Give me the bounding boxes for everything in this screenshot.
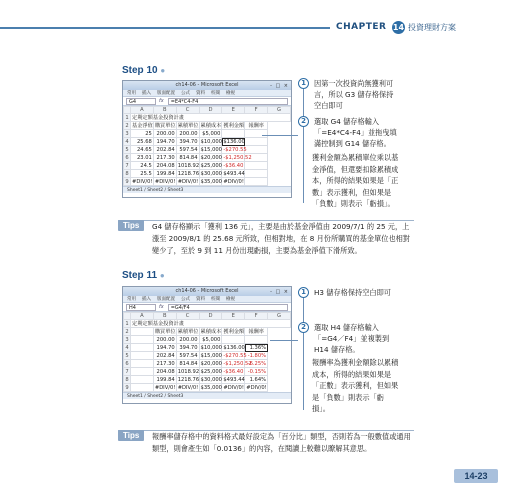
cell[interactable]: 1018.92 [177,368,200,375]
ribbon-tab[interactable]: 常用 [127,91,136,96]
column-header[interactable]: B [153,107,176,114]
cell[interactable]: #DIV/0! [154,178,176,185]
table-row [124,122,291,130]
table-row [124,162,291,170]
step10-callout-2-badge: 2 [298,116,309,127]
step11-callout-1-badge: 1 [298,287,309,298]
cell[interactable]: 24.65 [131,146,154,154]
formula-input[interactable]: =E4*C4-F4 [168,98,288,105]
tips1-tag: Tips [118,220,144,231]
cell[interactable] [131,328,154,336]
column-header-row [124,107,291,114]
cell[interactable] [222,130,245,138]
callout-leader-line [262,135,298,136]
cell[interactable]: 194.70 [153,344,176,352]
sheet-tabs[interactable]: Sheet1 / Sheet2 / Sheet3 [123,392,291,399]
step10-callout-2 [298,116,398,149]
step-dot-icon: ● [159,271,165,280]
cell[interactable]: $10,000 [200,344,222,351]
cell[interactable]: 1.64% [245,376,268,384]
row-header[interactable]: 7 [125,368,129,375]
header-cell[interactable]: 累積成本 [200,329,222,335]
cell[interactable]: $35,000 [200,384,222,391]
cell[interactable]: $30,000 [200,170,222,177]
table-row [124,178,291,186]
excel-ribbon-tabs [123,90,291,97]
cell[interactable]: 200.00 [176,336,199,344]
header-cell[interactable]: 購買單位 [154,123,176,129]
cell[interactable]: 194.70 [153,138,176,146]
header-cell[interactable]: 報酬率 [245,122,268,130]
table-row [124,320,291,328]
header-cell[interactable]: 購買單位 [154,329,176,335]
header-cell[interactable]: 報酬率 [245,328,268,336]
step11-callout-1-text: H3 儲存格保持空白即可 [314,288,391,297]
header-cell[interactable]: 累積成本 [200,123,222,129]
formula-input[interactable]: =G4/F4 [168,304,288,311]
cell[interactable]: -6.25% [245,360,268,368]
cell[interactable]: -$270.55 [223,146,247,153]
cell[interactable]: 25.5 [131,170,154,178]
header-cell[interactable]: 基金淨值 [132,123,153,129]
corner-cell[interactable] [124,107,131,114]
step11-callout-2 [298,322,398,355]
tips1-text: G4 儲存格顯示「獲利 136 元」，主要是由於基金淨值由 2009/7/1 的 25 元，上漲至 2009/8/1 的 25.68 元所致，但相對地，在 8 月份所購買的基金單位也相對變少了，至於 9 到 11 月份出現虧損，主要為基金淨值下滑所致。 [152,222,411,255]
chapter-title: 投資理財方案 [408,23,456,32]
row-header[interactable]: 5 [125,146,129,153]
column-header[interactable]: A [131,313,154,320]
row-header[interactable]: 6 [125,360,129,367]
cell[interactable]: 1218.76 [177,376,200,383]
row-header[interactable]: 7 [125,162,129,169]
formula-bar [123,303,291,312]
cell[interactable]: 199.84 [153,170,176,178]
step10-heading [122,65,165,76]
column-header-row [124,313,291,320]
cell[interactable]: $493.44 [223,170,245,177]
chapter-header [0,20,520,36]
table-row [124,352,291,360]
column-header[interactable]: C [176,107,199,114]
cell[interactable] [131,344,154,352]
excel-window-title: ch14-06 - Microsoft Excel [175,288,239,294]
cell[interactable]: $25,000 [200,162,222,169]
cell[interactable] [245,146,268,154]
ribbon-tab[interactable]: 常用 [127,297,136,302]
step10-note: 獲利金額為累積單位乘以基金淨值，但還要扣除累積成本，所得的結果如果是「正數」表示獲利，但如果是「負數」則表示「虧損」。 [312,153,399,208]
cell[interactable] [131,368,154,376]
cell[interactable]: 199.84 [153,376,176,384]
step11-heading [122,270,165,281]
cell[interactable]: -$1,250.52 [223,360,252,367]
table-row [124,146,291,154]
step10-callout-1 [298,78,398,111]
column-header[interactable]: B [153,313,176,320]
ribbon-tab[interactable]: 檢視 [226,297,235,302]
column-header[interactable]: D [199,107,222,114]
step11-callout-2-badge: 2 [298,322,309,333]
cell[interactable]: -0.15% [245,368,268,376]
row-header[interactable]: 2 [125,328,129,335]
row-header[interactable]: 1 [125,114,129,121]
cell[interactable]: 200.00 [176,130,199,138]
column-header[interactable]: E [222,107,245,114]
cell[interactable] [245,170,268,178]
fx-icon: fx [159,304,164,310]
cell[interactable]: $20,000 [200,360,222,367]
excel-ribbon-tabs [123,296,291,303]
excel-titlebar [123,287,291,296]
cell[interactable]: #DIV/0! [177,178,199,185]
cell[interactable]: 1218.76 [177,170,200,177]
row-header[interactable]: 9 [125,178,129,185]
cell[interactable] [131,376,154,384]
cell[interactable] [222,336,245,344]
ribbon-tab[interactable]: 版面配置 [157,91,175,96]
callout-leader-line [270,340,298,341]
ribbon-tab[interactable]: 校閱 [211,91,220,96]
ribbon-tab[interactable]: 插入 [142,297,151,302]
cell[interactable]: 25.68 [131,138,154,146]
table-row [124,376,291,384]
cell[interactable]: 200.00 [153,130,176,138]
header-cell[interactable]: 累積單位 [177,329,199,335]
step10-heading-text: Step 10 [122,65,158,76]
row-header[interactable]: 4 [125,138,129,145]
window-controls-icon[interactable]: - □ × [270,289,289,295]
header-rule [0,27,330,29]
cell[interactable]: #DIV/0! [223,384,244,391]
sheet-title-cell[interactable]: 定期定額基金投資計畫 [131,320,291,328]
cell[interactable]: 217.30 [153,360,176,368]
cell[interactable]: #DIV/0! [223,178,244,185]
header-cell[interactable]: 獲利金額 [223,123,245,129]
cell[interactable] [131,336,154,344]
ribbon-tab[interactable]: 公式 [181,297,190,302]
fx-icon: fx [159,98,164,104]
sheet-title-cell[interactable]: 定期定額基金投資計畫 [131,114,291,122]
cell[interactable]: $25,000 [200,368,222,375]
chapter-label: CHAPTER [336,22,387,32]
spreadsheet-grid [123,106,291,186]
cell[interactable]: -1.80% [245,352,268,360]
cell[interactable]: $136.00 [223,344,245,351]
cell[interactable]: 814.84 [176,360,199,368]
step10-callout-1-text: 因第一次投資尚無獲利可言，所以 G3 儲存格保持空白即可 [314,79,394,110]
cell[interactable]: 202.84 [153,146,176,154]
cell[interactable]: $35,000 [200,178,222,185]
name-box[interactable]: H4 [126,304,156,311]
cell[interactable]: 200.00 [153,336,176,344]
cell[interactable]: -$36.40 [223,162,244,169]
cell[interactable]: $136.00 [223,138,245,145]
cell[interactable]: -$36.40 [223,368,244,375]
table-row [124,368,291,376]
tips2-text: 報酬率儲存格中的資料格式最好設定為「百分比」類型，否則若為一般數值或通用類型，則會產生如「0.0136」的內容，在閱讀上較難以瞭解其意思。 [152,432,411,453]
cell[interactable]: 394.70 [176,344,199,352]
column-header[interactable]: C [176,313,199,320]
cell[interactable]: 23.01 [131,154,154,162]
step11-note: 報酬率為獲利金額除以累積成本，所得的結果如果是「正數」表示獲利，但如果是「負數」則表示「虧損」。 [312,358,399,413]
column-header[interactable]: F [245,313,268,320]
cell[interactable]: #DIV/0! [132,178,153,185]
cell[interactable]: $15,000 [200,352,222,359]
step10-callout-2-text: 選取 G4 儲存格輸入「=E4*C4-F4」並拖曳填滿控制到 G14 儲存格。 [314,117,397,148]
row-header[interactable]: 1 [125,320,129,327]
cell[interactable]: $30,000 [200,376,222,383]
cell[interactable]: $15,000 [200,146,222,153]
cell[interactable] [245,138,268,146]
cell[interactable]: $20,000 [200,154,222,161]
cell[interactable] [245,162,268,170]
ribbon-tab[interactable]: 插入 [142,91,151,96]
ribbon-tab[interactable]: 資料 [196,91,205,96]
cell[interactable]: $5,000 [199,130,222,138]
table-row [124,130,291,138]
cell[interactable]: #DIV/0! [154,384,176,391]
name-box[interactable]: G4 [126,98,156,105]
column-header[interactable]: G [268,107,291,114]
table-row [124,344,291,352]
cell[interactable] [245,178,268,186]
cell[interactable]: 597.54 [176,352,199,360]
cell[interactable] [245,130,268,138]
row-header[interactable]: 6 [125,154,129,161]
window-controls-icon[interactable]: - □ × [270,83,289,89]
spreadsheet-grid [123,312,291,392]
table-row [124,360,291,368]
cell[interactable] [131,360,154,368]
cell[interactable]: 1018.92 [177,162,200,169]
cell[interactable]: $5,000 [199,336,222,344]
row-header[interactable]: 8 [125,376,129,383]
table-row [124,328,291,336]
cell[interactable]: $10,000 [200,138,222,145]
ribbon-tab[interactable]: 資料 [196,297,205,302]
ribbon-tab[interactable]: 檢視 [226,91,235,96]
column-header[interactable]: D [199,313,222,320]
cell[interactable]: $493.44 [223,376,245,383]
tips2-tag: Tips [118,430,144,441]
step11-callout-1 [298,287,398,298]
column-header[interactable]: F [245,107,268,114]
step-dot-icon: ● [160,66,166,75]
column-header[interactable]: A [131,107,154,114]
header-cell[interactable]: 累積單位 [177,123,199,129]
excel-window-title: ch14-06 - Microsoft Excel [175,82,239,88]
row-header[interactable]: 5 [125,352,129,359]
step11-callout-2-text: 選取 H4 儲存格輸入「=G4／F4」並複製到 H14 儲存格。 [314,323,390,354]
header-cell[interactable]: 獲利金額 [223,329,245,335]
step10-callout-1-badge: 1 [298,78,309,89]
table-row [124,170,291,178]
cell[interactable] [131,352,154,360]
cell[interactable]: 25 [131,130,154,138]
excel-titlebar [123,81,291,90]
formula-bar [123,97,291,106]
row-header[interactable]: 2 [125,122,129,129]
cell[interactable]: -$1,250.52 [223,154,252,161]
table-row [124,154,291,162]
table-row [124,384,291,392]
ribbon-tab[interactable]: 版面配置 [157,297,175,302]
row-header[interactable]: 9 [125,384,129,391]
row-header[interactable]: 8 [125,170,129,177]
chapter-number: 14 [392,23,405,32]
excel-window-step11 [122,286,292,404]
cell[interactable]: 217.30 [153,154,176,162]
column-header[interactable]: E [222,313,245,320]
cell[interactable] [131,384,154,392]
cell[interactable]: 204.08 [153,368,176,376]
cell[interactable]: 597.54 [176,146,199,154]
table-row [124,114,291,122]
row-header[interactable]: 3 [125,336,129,343]
step11-heading-text: Step 11 [122,270,158,281]
cell[interactable]: 204.08 [153,162,176,170]
cell[interactable]: 24.5 [131,162,154,170]
corner-cell[interactable] [124,313,131,320]
cell[interactable]: 394.70 [176,138,199,146]
cell[interactable]: #DIV/0! [246,384,267,391]
ribbon-tab[interactable]: 公式 [181,91,190,96]
cell[interactable]: 1.36% [245,344,268,352]
cell[interactable] [245,336,268,344]
cell[interactable]: 814.84 [176,154,199,162]
sheet-tabs[interactable]: Sheet1 / Sheet2 / Sheet3 [123,186,291,193]
ribbon-tab[interactable]: 校閱 [211,297,220,302]
table-row [124,138,291,146]
column-header[interactable]: G [268,313,291,320]
row-header[interactable]: 4 [125,344,129,351]
table-row [124,336,291,344]
cell[interactable]: #DIV/0! [177,384,199,391]
row-header[interactable]: 3 [125,130,129,137]
excel-window-step10 [122,80,292,198]
page-number: 14-23 [454,469,498,483]
cell[interactable]: 202.84 [153,352,176,360]
cell[interactable]: -$270.55 [223,352,247,359]
